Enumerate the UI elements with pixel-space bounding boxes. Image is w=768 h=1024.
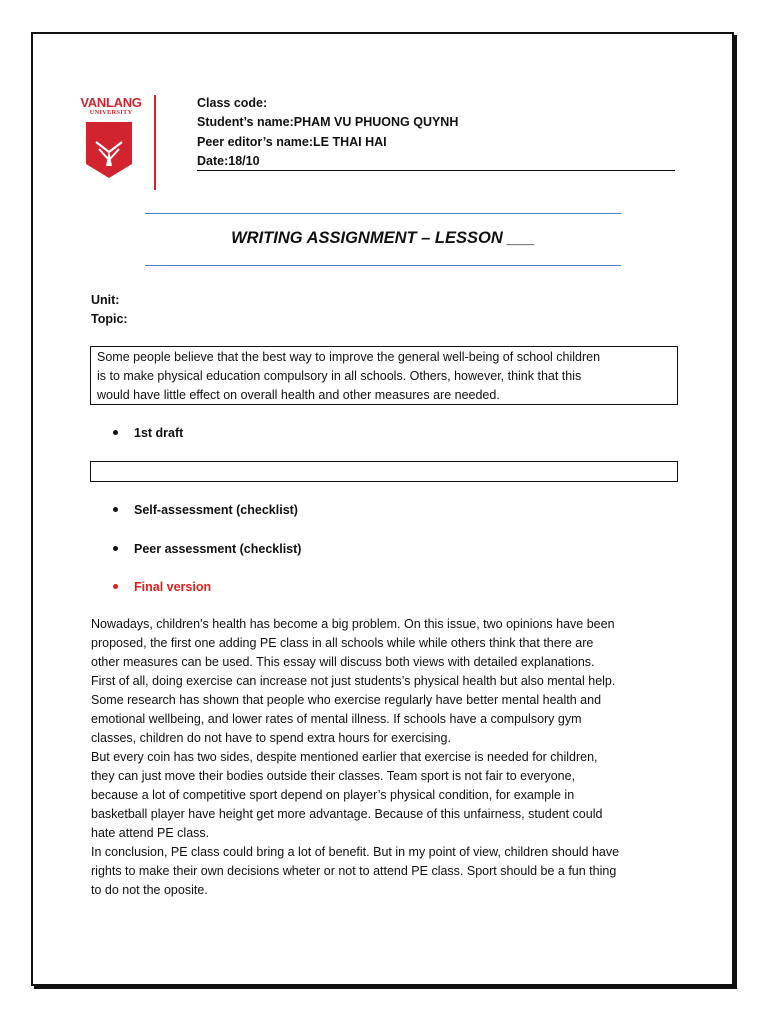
logo-name: VANLANG bbox=[80, 95, 142, 110]
topic-label: Topic: bbox=[91, 312, 128, 326]
university-logo bbox=[72, 95, 162, 195]
header-rule bbox=[197, 170, 675, 171]
section-final-version bbox=[113, 578, 211, 596]
date: Date:18/10 bbox=[197, 153, 260, 168]
logo-subtitle: UNIVERSITY bbox=[89, 109, 133, 116]
section-first-draft bbox=[113, 424, 183, 442]
section-label: Peer assessment (checklist) bbox=[134, 542, 302, 556]
unit-label: Unit: bbox=[91, 293, 120, 307]
essay-line: In conclusion, PE class could bring a lot of benefit. But in my point of view, children should have bbox=[91, 845, 620, 859]
bullet-icon bbox=[113, 507, 118, 512]
first-draft-box[interactable] bbox=[90, 461, 678, 482]
student-name: Student’s name:PHAM VU PHUONG QUYNH bbox=[197, 115, 459, 130]
essay-line: basketball player have height get more advantage. Because of this unfairness, student could bbox=[91, 807, 603, 821]
essay-line: they can just move their bodies outside their classes. Team sport is not fair to everyone, bbox=[91, 769, 576, 783]
essay-line: to do not the oposite. bbox=[91, 883, 208, 897]
bullet-icon bbox=[113, 584, 118, 589]
essay-line: Nowadays, children's health has become a big problem. On this issue, two opinions have been bbox=[91, 617, 615, 631]
shield-icon bbox=[84, 120, 134, 180]
prompt-line: would have little effect on overall health and other measures are needed. bbox=[97, 388, 500, 402]
essay-line: rights to make their own decisions wheter or not to attend PE class. Sport should be a fun thing bbox=[91, 864, 617, 878]
prompt-box bbox=[90, 346, 678, 405]
essay-line: other measures can be used. This essay will discuss both views with detailed explanations. bbox=[91, 655, 595, 669]
unit-topic-block bbox=[91, 291, 128, 329]
section-self-assessment bbox=[113, 501, 298, 519]
prompt-line: is to make physical education compulsory in all schools. Others, however, think that this bbox=[97, 369, 582, 383]
bullet-icon bbox=[113, 430, 118, 435]
title-top-rule bbox=[145, 213, 621, 214]
section-label: Self-assessment (checklist) bbox=[134, 503, 298, 517]
essay-line: classes, children do not have to spend extra hours for exercising. bbox=[91, 731, 451, 745]
peer-editor-name: Peer editor’s name:LE THAI HAI bbox=[197, 134, 387, 149]
page-title: WRITING ASSIGNMENT – LESSON ___ bbox=[231, 229, 535, 247]
header-info bbox=[197, 94, 458, 171]
section-label: 1st draft bbox=[134, 426, 184, 440]
prompt-line: Some people believe that the best way to improve the general well-being of school children bbox=[97, 350, 601, 364]
essay-line: because a lot of competitive sport depend on player’s physical condition, for example in bbox=[91, 788, 575, 802]
essay-line: Some research has shown that people who exercise regularly have better mental health and bbox=[91, 693, 602, 707]
section-label: Final version bbox=[134, 580, 212, 594]
essay-line: emotional wellbeing, and lower rates of mental illness. If schools have a compulsory gym bbox=[91, 712, 582, 726]
title-bottom-rule bbox=[145, 265, 621, 266]
essay-line: First of all, doing exercise can increase not just students’s physical health but also mental help. bbox=[91, 674, 616, 688]
section-peer-assessment bbox=[113, 540, 301, 558]
essay-line: But every coin has two sides, despite mentioned earlier that exercise is needed for children, bbox=[91, 750, 598, 764]
essay-text bbox=[91, 615, 691, 900]
class-code: Class code: bbox=[197, 96, 268, 110]
essay-line: hate attend PE class. bbox=[91, 826, 210, 840]
bullet-icon bbox=[113, 546, 118, 551]
essay-line: proposed, the first one adding PE class in all schools while while others think that there are bbox=[91, 636, 594, 650]
logo-divider bbox=[154, 95, 156, 190]
